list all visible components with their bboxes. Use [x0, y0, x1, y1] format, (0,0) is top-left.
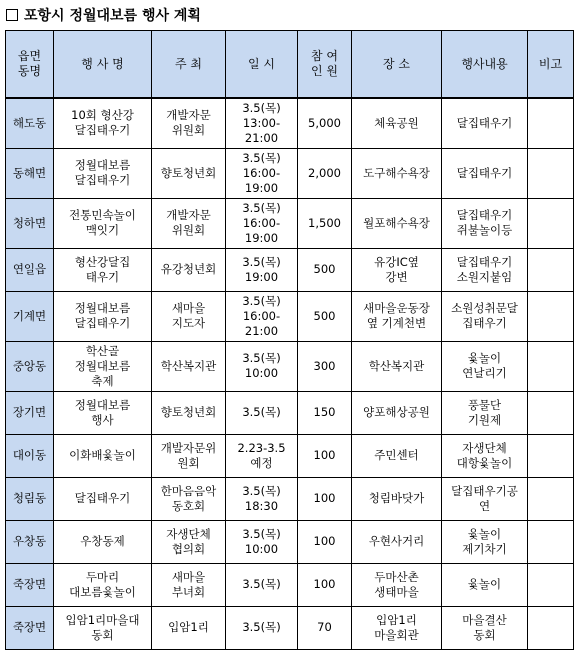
content-cell: 소원성취문달 집태우기	[442, 291, 528, 341]
host-cell: 개발자문 위원회	[152, 98, 226, 148]
remarks-cell	[528, 291, 574, 341]
table-row	[6, 341, 574, 391]
location-cell: 청림바닷가	[352, 477, 442, 520]
event-name-cell: 학산골 정월대보름 축제	[54, 341, 152, 391]
content-cell: 달집태우기	[442, 148, 528, 198]
content-cell: 윷놀이	[442, 563, 528, 606]
remarks-cell	[528, 391, 574, 434]
datetime-cell: 3.5(목)	[226, 563, 298, 606]
datetime-cell: 3.5(목) 13:00- 21:00	[226, 98, 298, 148]
remarks-cell	[528, 198, 574, 248]
header-content: 행사내용	[442, 31, 528, 99]
location-cell: 학산복지관	[352, 341, 442, 391]
event-plan-table	[5, 30, 574, 650]
header-location: 장 소	[352, 31, 442, 99]
host-cell: 새마을 지도자	[152, 291, 226, 341]
district-cell: 연일읍	[6, 248, 54, 291]
event-name-cell: 두마리 대보름윷놀이	[54, 563, 152, 606]
host-cell: 향토청년회	[152, 148, 226, 198]
location-cell: 유강IC옆 강변	[352, 248, 442, 291]
host-cell: 자생단체 협의회	[152, 520, 226, 563]
table-row	[6, 248, 574, 291]
district-cell: 죽장면	[6, 606, 54, 649]
participants-cell: 500	[298, 291, 352, 341]
table-row	[6, 563, 574, 606]
content-cell: 풍물단 기원제	[442, 391, 528, 434]
district-cell: 해도동	[6, 98, 54, 148]
remarks-cell	[528, 341, 574, 391]
header-remarks: 비고	[528, 31, 574, 99]
district-cell: 장기면	[6, 391, 54, 434]
datetime-cell: 3.5(목)	[226, 391, 298, 434]
participants-cell: 1,500	[298, 198, 352, 248]
event-name-cell: 정월대보름 달집태우기	[54, 291, 152, 341]
content-cell: 마을결산 동회	[442, 606, 528, 649]
location-cell: 체육공원	[352, 98, 442, 148]
participants-cell: 100	[298, 434, 352, 477]
district-cell: 중앙동	[6, 341, 54, 391]
remarks-cell	[528, 520, 574, 563]
participants-cell: 100	[298, 520, 352, 563]
event-name-cell: 형산강달집 태우기	[54, 248, 152, 291]
table-row	[6, 148, 574, 198]
location-cell: 우현사거리	[352, 520, 442, 563]
datetime-cell: 3.5(목) 16:00- 19:00	[226, 198, 298, 248]
district-cell: 대이동	[6, 434, 54, 477]
table-row	[6, 198, 574, 248]
location-cell: 월포해수욕장	[352, 198, 442, 248]
host-cell: 입암1리	[152, 606, 226, 649]
event-name-cell: 우창동제	[54, 520, 152, 563]
remarks-cell	[528, 606, 574, 649]
district-cell: 청림동	[6, 477, 54, 520]
datetime-cell: 3.5(목) 10:00	[226, 520, 298, 563]
header-datetime: 일 시	[226, 31, 298, 99]
content-cell: 달집태우기 소원지붙임	[442, 248, 528, 291]
datetime-cell: 3.5(목)	[226, 606, 298, 649]
table-row	[6, 391, 574, 434]
document-title	[6, 4, 201, 26]
participants-cell: 100	[298, 477, 352, 520]
header-host: 주 최	[152, 31, 226, 99]
content-cell: 윷놀이 연날리기	[442, 341, 528, 391]
event-name-cell: 이화배윷놀이	[54, 434, 152, 477]
table-row	[6, 434, 574, 477]
event-name-cell: 달집태우기	[54, 477, 152, 520]
district-cell: 동해면	[6, 148, 54, 198]
location-cell: 양포해상공원	[352, 391, 442, 434]
event-name-cell: 입암1리마을대 동회	[54, 606, 152, 649]
header-row	[6, 31, 574, 99]
host-cell: 개발자문 위원회	[152, 198, 226, 248]
event-name-cell: 전통민속놀이 맥잇기	[54, 198, 152, 248]
participants-cell: 100	[298, 563, 352, 606]
host-cell: 개발자문위 원회	[152, 434, 226, 477]
content-cell: 달집태우기공 연	[442, 477, 528, 520]
datetime-cell: 2.23-3.5 예정	[226, 434, 298, 477]
title-text: 포항시 정월대보름 행사 계획	[24, 8, 201, 24]
host-cell: 학산복지관	[152, 341, 226, 391]
remarks-cell	[528, 248, 574, 291]
district-cell: 기계면	[6, 291, 54, 341]
district-cell: 우창동	[6, 520, 54, 563]
district-cell: 청하면	[6, 198, 54, 248]
remarks-cell	[528, 98, 574, 148]
host-cell: 유강청년회	[152, 248, 226, 291]
content-cell: 윷놀이 제기차기	[442, 520, 528, 563]
remarks-cell	[528, 148, 574, 198]
event-name-cell: 10회 형산강 달집태우기	[54, 98, 152, 148]
header-district: 읍면 동명	[6, 31, 54, 99]
host-cell: 새마을 부녀회	[152, 563, 226, 606]
participants-cell: 500	[298, 248, 352, 291]
remarks-cell	[528, 563, 574, 606]
event-name-cell: 정월대보름 행사	[54, 391, 152, 434]
datetime-cell: 3.5(목) 19:00	[226, 248, 298, 291]
content-cell: 자생단체 대항윷놀이	[442, 434, 528, 477]
host-cell: 한마음음악 동호회	[152, 477, 226, 520]
datetime-cell: 3.5(목) 18:30	[226, 477, 298, 520]
table-row	[6, 291, 574, 341]
table-row	[6, 520, 574, 563]
table-row	[6, 477, 574, 520]
participants-cell: 70	[298, 606, 352, 649]
location-cell: 입암1리 마을회관	[352, 606, 442, 649]
content-cell: 달집태우기 쥐불놀이등	[442, 198, 528, 248]
event-name-cell: 정월대보름 달집태우기	[54, 148, 152, 198]
participants-cell: 300	[298, 341, 352, 391]
participants-cell: 5,000	[298, 98, 352, 148]
datetime-cell: 3.5(목) 16:00- 21:00	[226, 291, 298, 341]
participants-cell: 2,000	[298, 148, 352, 198]
location-cell: 주민센터	[352, 434, 442, 477]
location-cell: 두마산촌 생태마을	[352, 563, 442, 606]
table-row	[6, 98, 574, 148]
content-cell: 달집태우기	[442, 98, 528, 148]
participants-cell: 150	[298, 391, 352, 434]
host-cell: 향토청년회	[152, 391, 226, 434]
district-cell: 죽장면	[6, 563, 54, 606]
remarks-cell	[528, 477, 574, 520]
datetime-cell: 3.5(목) 16:00- 19:00	[226, 148, 298, 198]
location-cell: 새마을운동장 옆 기계천변	[352, 291, 442, 341]
datetime-cell: 3.5(목) 10:00	[226, 341, 298, 391]
table-row	[6, 606, 574, 649]
header-event-name: 행 사 명	[54, 31, 152, 99]
remarks-cell	[528, 434, 574, 477]
header-participants: 참 여 인 원	[298, 31, 352, 99]
location-cell: 도구해수욕장	[352, 148, 442, 198]
checkbox-square-icon	[6, 9, 18, 21]
